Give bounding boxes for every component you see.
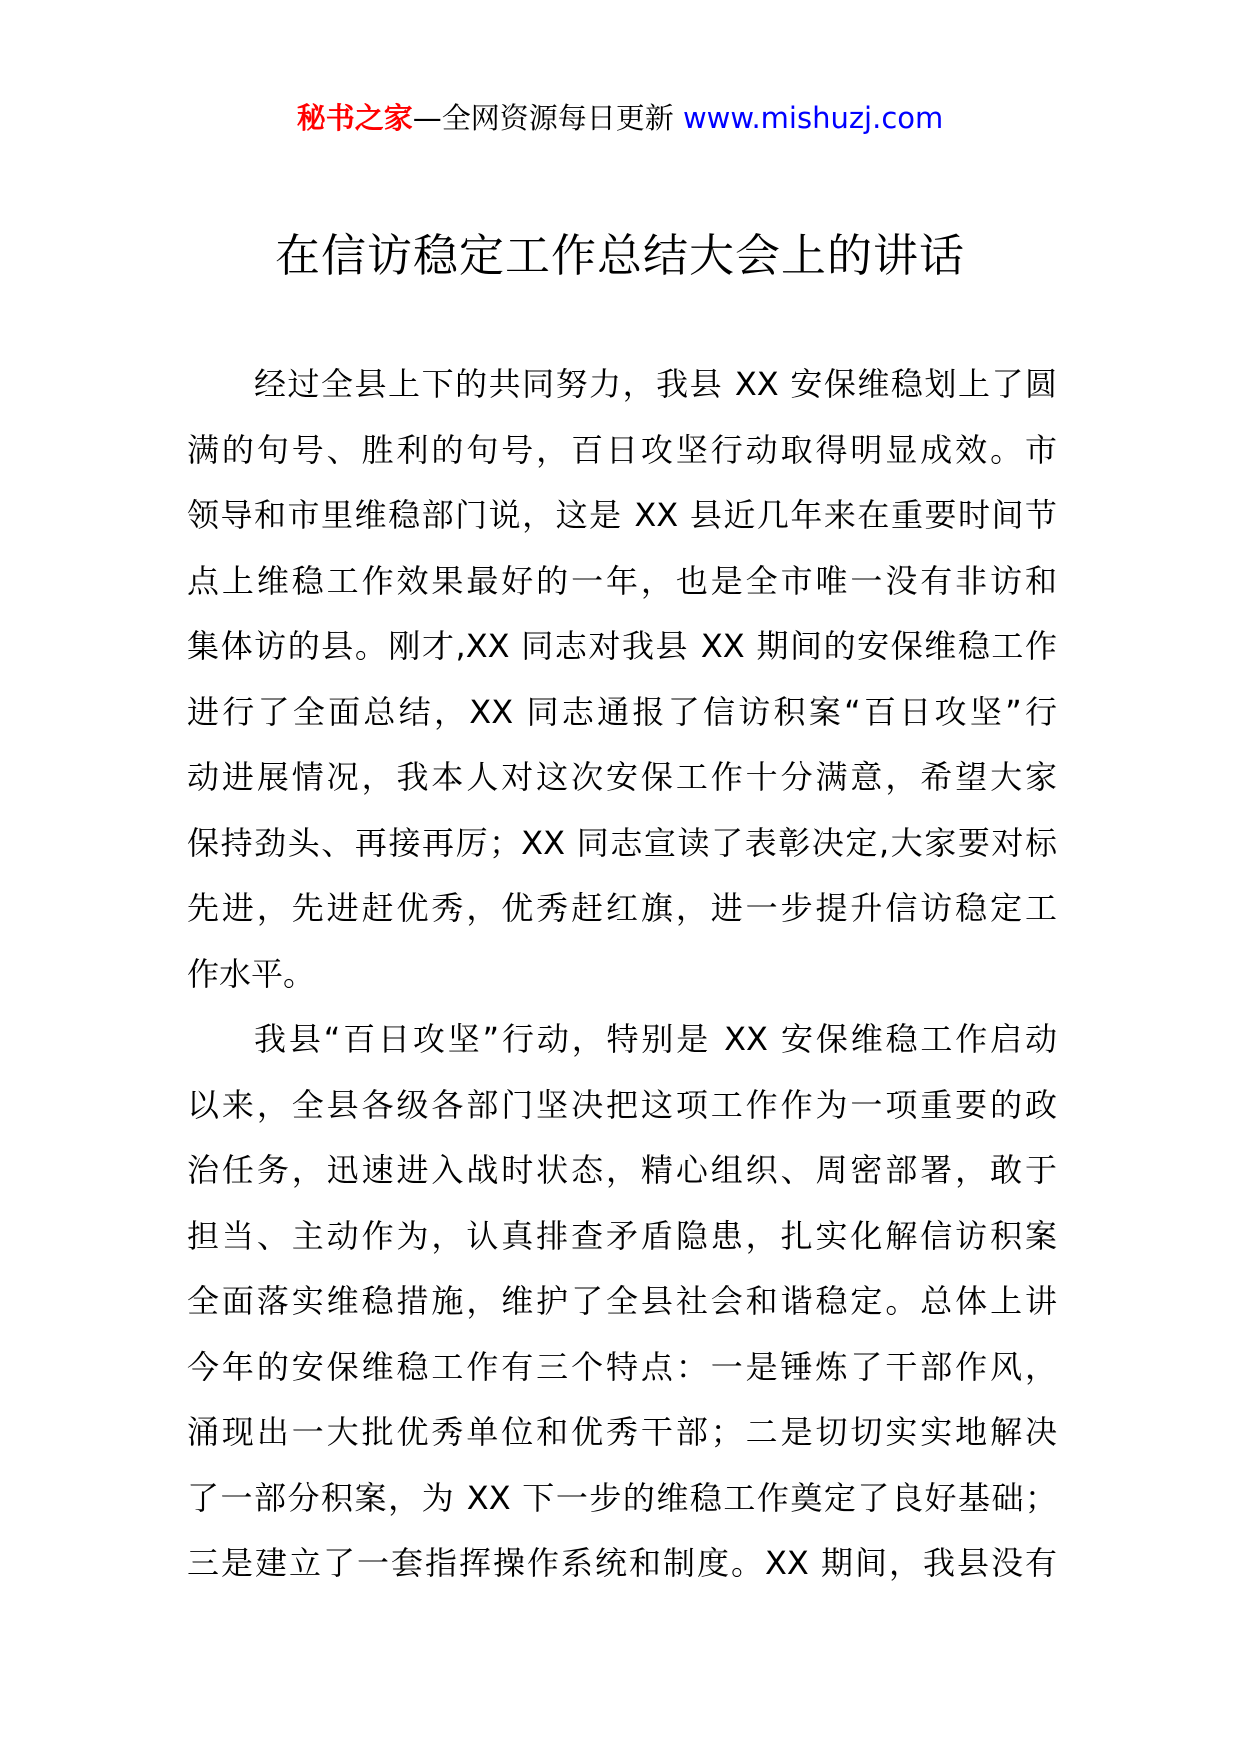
paragraph-2-line-9: 三是建立了一套指挥操作系统和制度。XX 期间，我县没有 (187, 1544, 1057, 1582)
paragraph-1-line-2: 满的句号、胜利的句号，百日攻坚行动取得明显成效。市 (187, 430, 1057, 469)
paragraph-2-line-4: 担当、主动作为，认真排查矛盾隐患，扎实化解信访积案 (187, 1216, 1057, 1255)
document-body (187, 352, 1057, 1597)
site-brand: 秘书之家 (296, 101, 413, 135)
paragraph-1-line-1: 经过全县上下的共同努力，我县 XX 安保维稳划上了圆 (254, 365, 1057, 403)
document-title: 在信访稳定工作总结大会上的讲话 (274, 229, 965, 282)
paragraph-1-line-10: 作水平。 (187, 954, 316, 993)
site-url-link[interactable]: www.mishuzj.com (682, 101, 944, 135)
paragraph-2-line-5: 全面落实维稳措施，维护了全县社会和谐稳定。总体上讲 (187, 1282, 1057, 1320)
paragraph-1-line-3: 领导和市里维稳部门说，这是 XX 县近几年来在重要时间节 (187, 496, 1057, 534)
paragraph-2-line-1: 我县“百日攻坚”行动，特别是 XX 安保维稳工作启动 (254, 1020, 1057, 1058)
paragraph-1-line-6: 进行了全面总结，XX 同志通报了信访积案“百日攻坚”行 (187, 692, 1057, 731)
paragraph-1-line-4: 点上维稳工作效果最好的一年，也是全市唯一没有非访和 (187, 561, 1057, 600)
paragraph-1-line-7: 动进展情况，我本人对这次安保工作十分满意，希望大家 (187, 758, 1057, 796)
paragraph-2-line-6: 今年的安保维稳工作有三个特点：一是锤炼了干部作风， (187, 1347, 1057, 1386)
paragraph-2-line-3: 治任务，迅速进入战时状态，精心组织、周密部署，敢于 (187, 1151, 1057, 1189)
paragraph-1-line-8: 保持劲头、再接再厉；XX 同志宣读了表彰决定,大家要对标 (187, 823, 1057, 862)
paragraph-1-line-5: 集体访的县。刚才,XX 同志对我县 XX 期间的安保维稳工作 (187, 627, 1057, 665)
site-header (0, 98, 1240, 138)
paragraph-2-line-8: 了一部分积案，为 XX 下一步的维稳工作奠定了良好基础； (187, 1478, 1057, 1517)
site-tagline: —全网资源每日更新 (412, 101, 674, 135)
paragraph-2-line-7: 涌现出一大批优秀单位和优秀干部；二是切切实实地解决 (187, 1413, 1057, 1451)
paragraph-1-line-9: 先进，先进赶优秀，优秀赶红旗，进一步提升信访稳定工 (187, 889, 1057, 927)
paragraph-2-line-2: 以来，全县各级各部门坚决把这项工作作为一项重要的政 (187, 1085, 1057, 1124)
